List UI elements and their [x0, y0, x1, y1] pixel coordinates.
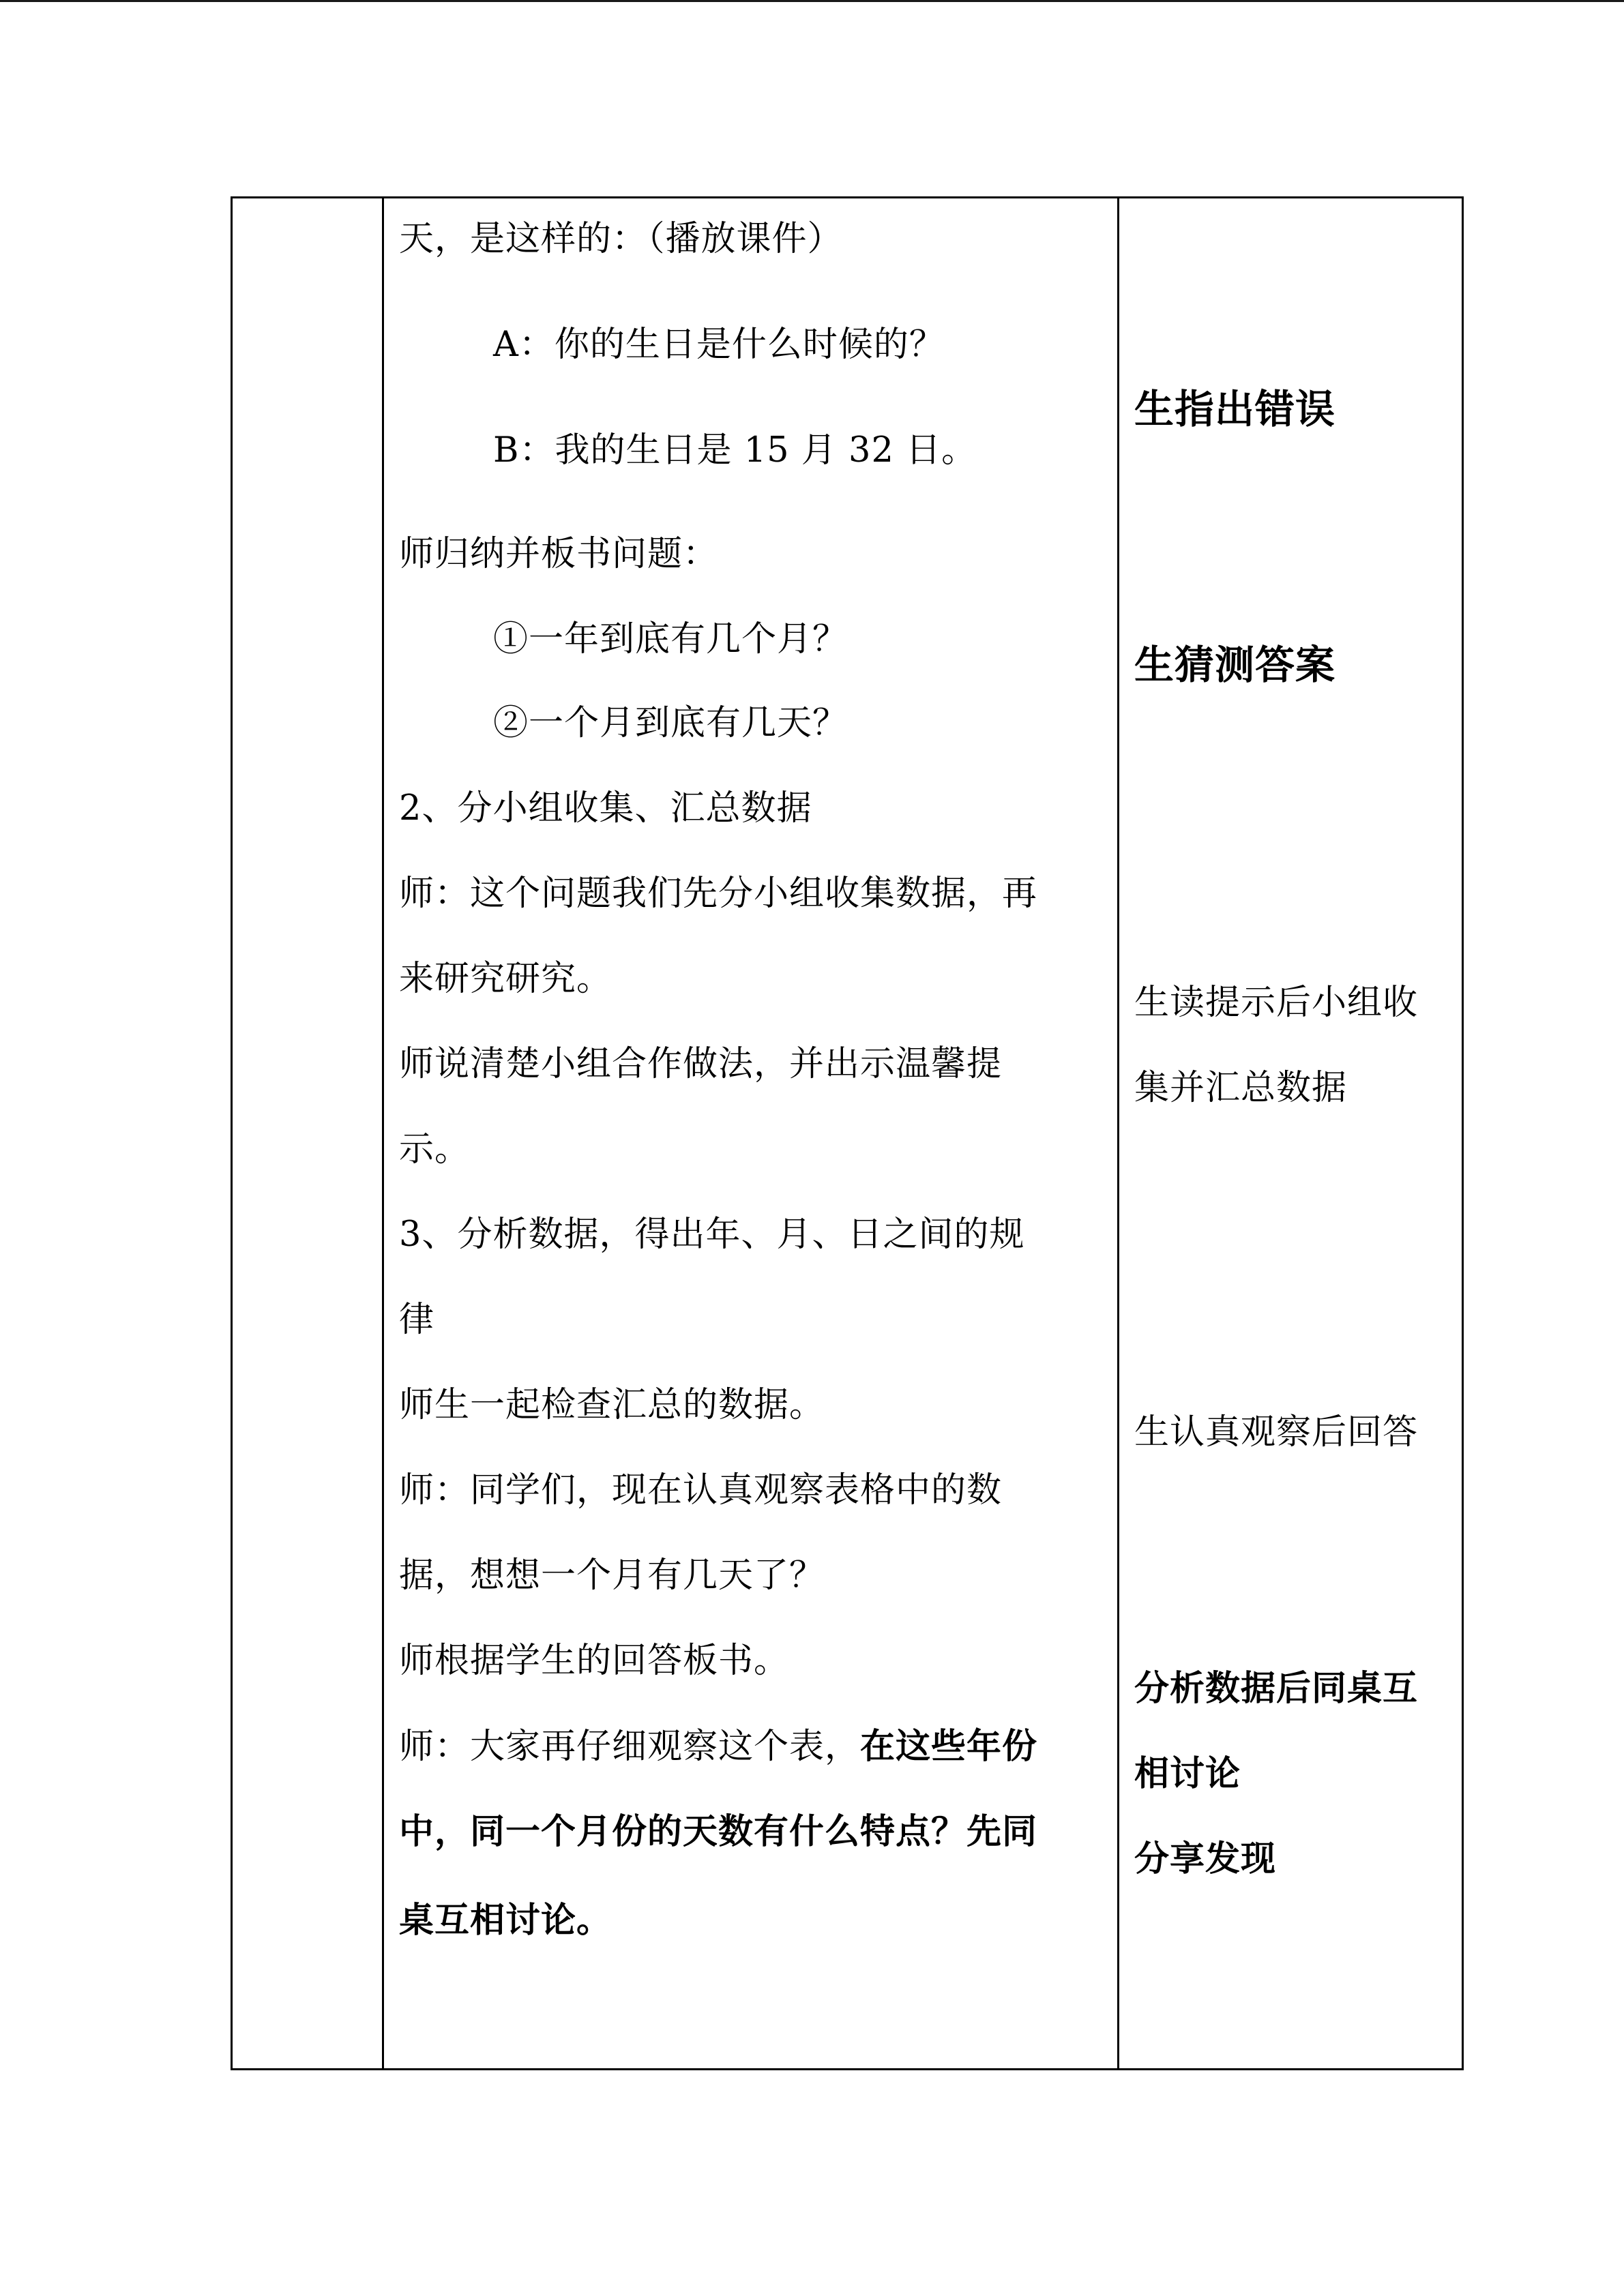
teacher-text-line-mixed	[399, 1726, 1037, 1768]
student-activity-point-out-error: 生指出错误	[1134, 386, 1336, 432]
lesson-plan-table	[231, 196, 1464, 2070]
teacher-text-line: 来研究研究。	[399, 959, 612, 999]
teacher-text-line: 师：这个问题我们先分小组收集数据，再	[399, 874, 1038, 914]
student-activity-discussion: 分析数据后同桌互	[1134, 1668, 1419, 1709]
teacher-question-1: ①一年到底有几个月？	[493, 619, 848, 659]
student-activity-discussion: 相讨论	[1134, 1753, 1241, 1794]
teacher-text-line: 据，想想一个月有几天了？	[399, 1555, 825, 1596]
table-cell-student-activity	[1119, 198, 1464, 2068]
teacher-text-emphasis: 在这些年份	[860, 1726, 1038, 1767]
teacher-text-line: 师根据学生的回答板书。	[399, 1641, 790, 1681]
teacher-text-line: 律	[399, 1300, 435, 1340]
teacher-step-heading: 3、分析数据，得出年、月、日之间的规	[399, 1214, 1025, 1255]
teacher-dialogue-a: A：你的生日是什么时候的？	[493, 325, 945, 365]
teacher-question-2: ②一个月到底有几天？	[493, 703, 848, 743]
teacher-text-line: 师说清楚小组合作做法，并出示温馨提	[399, 1044, 1003, 1084]
teacher-text-line: 示。	[399, 1129, 471, 1169]
student-activity-line: 集并汇总数据	[1134, 1068, 1348, 1108]
teacher-text-line: 天，是这样的：（播放课件）	[399, 219, 843, 259]
student-activity-share: 分享发现	[1134, 1838, 1277, 1879]
table-cell-section-label	[233, 198, 382, 2068]
teacher-text-emphasis-line: 中，同一个月份的天数有什么特点？先同	[399, 1811, 1038, 1852]
table-cell-teacher-activity	[384, 198, 1117, 2068]
teacher-text-line: 师归纳并板书问题：	[399, 534, 719, 574]
teacher-text-regular: 师：大家再仔细观察这个表，	[399, 1727, 861, 1767]
student-activity-line: 生读提示后小组收	[1134, 983, 1419, 1023]
teacher-dialogue-b: B：我的生日是 15 月 32 日。	[493, 430, 977, 471]
top-border-rule	[0, 0, 1624, 2]
teacher-text-line: 师：同学们，现在认真观察表格中的数	[399, 1470, 1003, 1510]
teacher-text-line: 师生一起检查汇总的数据。	[399, 1385, 825, 1425]
teacher-step-heading: 2、分小组收集、汇总数据	[399, 788, 812, 829]
student-activity-line: 生认真观察后回答	[1134, 1412, 1419, 1452]
student-activity-guess-answer: 生猜测答案	[1134, 642, 1336, 688]
teacher-text-emphasis-line: 桌互相讨论。	[399, 1900, 612, 1941]
